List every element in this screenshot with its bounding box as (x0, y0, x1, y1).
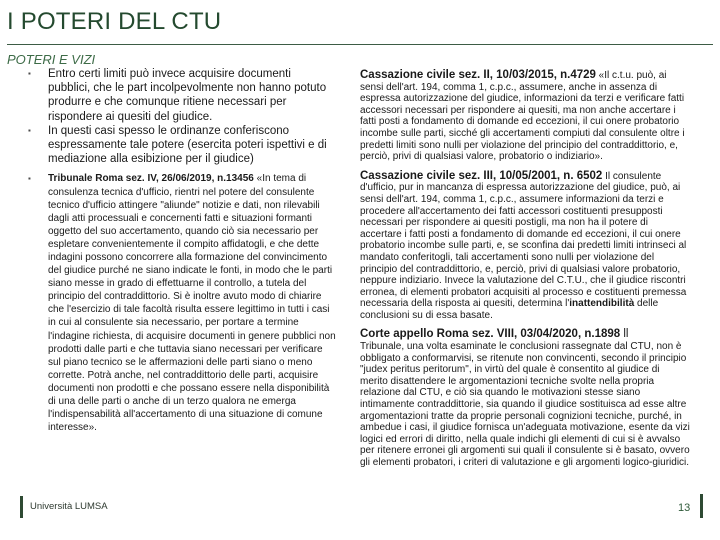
left-column (28, 67, 336, 434)
case-emphasis: inattendibilità (569, 298, 635, 310)
case-block (360, 171, 690, 322)
bullet-marker: ▪ (28, 69, 31, 78)
bullet-item (28, 124, 336, 167)
title-divider (7, 44, 713, 45)
page-accent-bar (700, 494, 703, 518)
case-lead: ll (620, 328, 629, 341)
bullet-text: In questi casi spesso le ordinanze conferiscono espressamente tale potere (esercita poteri ispettivi e di mediazione alla esibizione per il giudice) (48, 124, 327, 166)
case-citation: Cassazione civile sez. III, 10/05/2001, n. 6502 (360, 169, 603, 182)
section-subtitle: POTERI E VIZI (7, 52, 96, 67)
bullet-marker: ▪ (28, 174, 31, 184)
case-bullet (28, 172, 336, 434)
case-text: delle conclusioni su di essa basate. (360, 298, 659, 321)
case-block (360, 329, 690, 468)
case-text: «In tema di consulenza tecnica d'ufficio, rientri nel potere del consulente tecnico d'ufficio attingere "aliunde" notizie e dati, non rilevabili dagli atti processuali e concernenti fatti e situazioni formanti oggetto del suo accertamento, quando ciò sia necessario per espletare convenientemente il compito affidatogli, e che dette indagini possono concorrere alla formazione del convincimento del giudice purché ne siano indicate le fonti, in modo che le parti siano messe in grado di effettuarne il controllo, a tutela del principio del contraddittorio. Si è inoltre avuto modo di chiarire che l'esercizio di tale facoltà risulta essere legittimo in tutti i casi in cui al consulente sia necessario, per portare a termine l'indagine richiesta, di acquisire documenti in genere pubblici non prodotti dalle parti e che tuttavia siano necessari per verificare sul piano tecnico se le affermazioni delle parti siano o meno corrette. Potrà anche, nel contraddittorio delle parti, acquisire documenti non prodotti e che possano essere nella disponibilità di una delle parti o anche di un terzo qualora ne emerga l'indispensabilità all'accertamento di una situazione di comune interesse». (48, 173, 336, 434)
case-citation: Corte appello Roma sez. VIII, 03/04/2020, n.1898 (360, 328, 621, 341)
case-block (360, 70, 690, 163)
footer-organization: Università LUMSA (30, 501, 108, 512)
case-citation: Tribunale Roma sez. IV, 26/06/2019, n.13456 (48, 173, 254, 185)
case-text: Tribunale, una volta esaminate le conclusioni rassegnate dal CTU, non è obbligato a conformarvisi, se ritenute non convincenti, secondo il principio "judex peritus peritorum", in virtù del quale è consentito al giudice di merito disattendere le argomentazioni tecniche svolte nella propria relazione dal CTU, e ciò sia quando le motivazioni stesse siano intimamente contraddittorie, sia quando il giudice sostituisca ad esse altre argomentazioni tratte da proprie personali cognizioni tecniche, purché, in ambedue i casi, il giudice fornisca un'adeguata motivazione, esente da vizi logici ed errori di diritto, nella quale indichi gli elementi di cui si è avvalso per ritenere erronei gli argomenti sui quali il consulente si è basato, ovvero gli elementi probatori, i criteri di valutazione e gli argomenti logico-giuridici. (360, 341, 690, 468)
case-text: «Il c.t.u. può, ai sensi dell'art. 194, comma 1, c.p.c., assumere, anche in assenza di espressa autorizzazione del giudice, informazioni da terzi e verificare fatti accessori necessari per rispondere ai quesiti, ma non anche accertare i fatti posti a fondamento di domande ed eccezioni, il cui onere probatorio incombe sulle parti, sicché gli accertamenti compiuti dal consulente oltre i predetti limiti sono nulli per violazione del principio del contraddittorio, e, perciò, privi di qualsiasi valore, probatorio o indiziario». (360, 70, 685, 163)
bullet-item (28, 67, 336, 124)
bullet-marker: ▪ (28, 125, 31, 135)
bullet-text: Entro certi limiti può invece acquisire documenti pubblici, che le part incolpevolmente non hanno potuto produrre e che comunque ritiene necessari per rispondere ai quesiti del giudice. (48, 68, 327, 123)
page-number: 13 (678, 502, 691, 514)
slide-title: I POTERI DEL CTU (7, 8, 222, 35)
footer-accent-bar (20, 496, 23, 518)
case-citation: Cassazione civile sez. II, 10/03/2015, n.4729 (360, 69, 596, 81)
case-text: Il consulente d'ufficio, pur in mancanza di espressa autorizzazione del giudice, può, ai sensi dell'art. 194, comma 1, c.p.c., assumere informazioni da terzi e procedere all'accertamento dei fatti accessori costituenti presupposti necessari per rispondere ai quesiti postigli, ma non ha il potere di accertare i fatti posti a fondamento di domande ed eccezioni, il cui onere probatorio incombe sulle parti, e, se sconfina dai predetti limiti intrinseci al mandato conferitogli, tali accertamenti sono nulli per violazione del principio del contraddittorio, e, perciò, privi di qualsiasi valore probatorio, neppure indiziario. Invece la valutazione del C.T.U., che il giudice riscontri erronea, di elementi probatori acquisiti al processo e costituenti premessa necessaria della risposta ai quesiti, determina l' (360, 170, 687, 310)
right-column (360, 70, 690, 477)
